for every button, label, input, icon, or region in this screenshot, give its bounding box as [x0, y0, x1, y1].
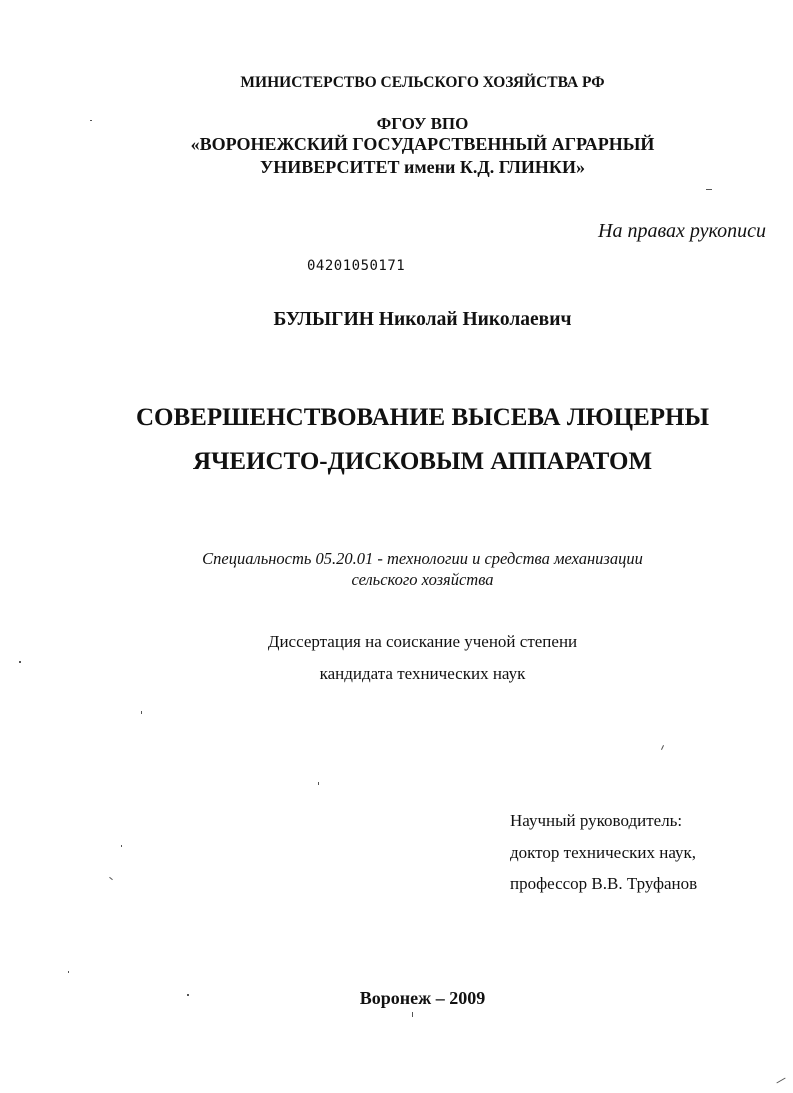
specialty-line1: Специальность 05.20.01 - технологии и средства механизации: [202, 549, 643, 568]
organization-type: ФГОУ ВПО: [376, 114, 469, 133]
university-name-line1: «ВОРОНЕЖСКИЙ ГОСУДАРСТВЕННЫЙ АГРАРНЫЙ: [190, 134, 655, 154]
manuscript-rights-note: На правах рукописи: [598, 220, 766, 242]
degree-line1: Диссертация на соискание ученой степени: [267, 632, 578, 651]
author-name: БУЛЫГИН Николай Николаевич: [273, 309, 572, 330]
thesis-title-line2: ЯЧЕИСТО-ДИСКОВЫМ АППАРАТОМ: [192, 448, 653, 475]
scan-speck: [318, 782, 319, 785]
specialty-line2: сельского хозяйства: [351, 570, 494, 589]
supervisor-degree: доктор технических наук,: [510, 843, 697, 862]
scan-speck: [90, 120, 92, 121]
degree-line2: кандидата технических наук: [319, 664, 526, 683]
supervisor-name: профессор В.В. Труфанов: [510, 874, 698, 893]
scan-speck: [141, 711, 142, 714]
scan-speck: [19, 661, 21, 663]
thesis-title-line1: СОВЕРШЕНСТВОВАНИЕ ВЫСЕВА ЛЮЦЕРНЫ: [135, 404, 710, 431]
scan-speck: [109, 877, 113, 880]
ministry-heading: МИНИСТЕРСТВО СЕЛЬСКОГО ХОЗЯЙСТВА РФ: [240, 74, 605, 91]
catalog-number: 04201050171: [307, 258, 406, 274]
scan-speck: [68, 971, 69, 973]
scan-speck: [121, 845, 122, 847]
university-name-line2: УНИВЕРСИТЕТ имени К.Д. ГЛИНКИ»: [260, 157, 585, 177]
scan-speck: [776, 1078, 785, 1084]
supervisor-label: Научный руководитель:: [510, 811, 683, 830]
scan-speck: [187, 994, 189, 996]
city-year: Воронеж – 2009: [359, 988, 486, 1008]
scan-speck: [661, 745, 664, 750]
scan-speck: [412, 1012, 413, 1017]
scan-speck: [706, 189, 712, 190]
